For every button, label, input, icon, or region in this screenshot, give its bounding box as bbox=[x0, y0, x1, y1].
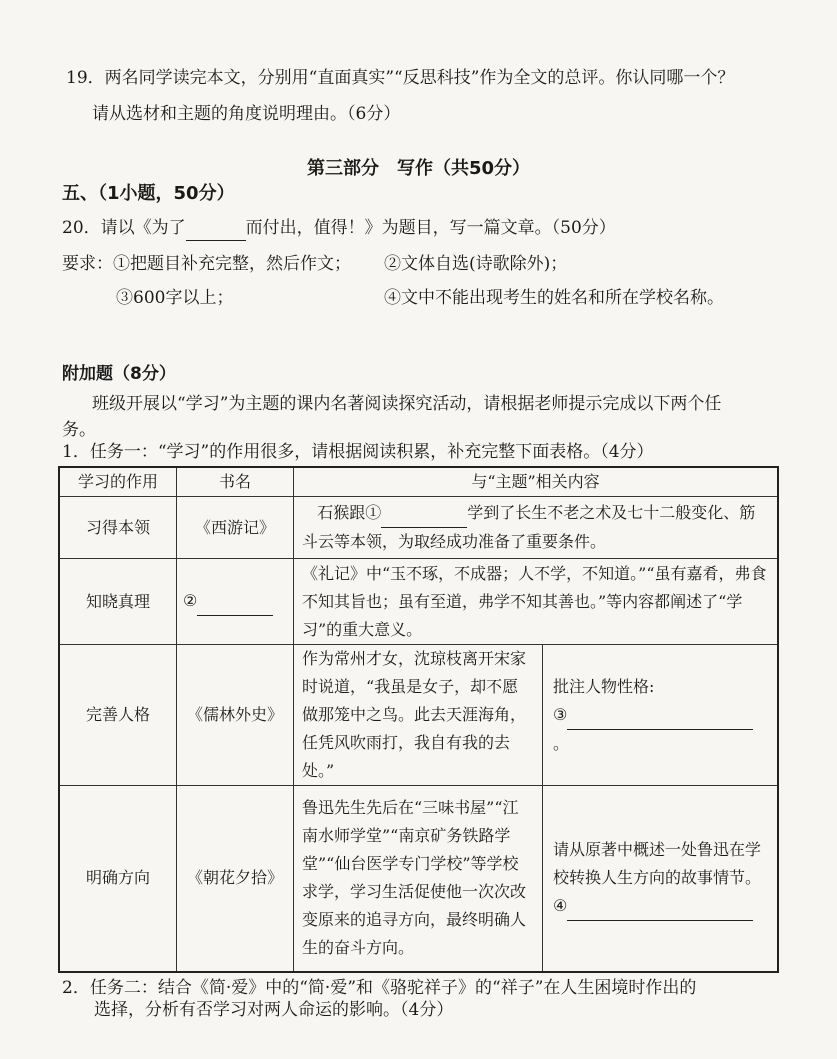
blank-3[interactable] bbox=[567, 701, 753, 730]
row1-role: 习得本领 bbox=[59, 497, 177, 559]
header-book: 书名 bbox=[177, 467, 294, 497]
header-content: 与“主题”相关内容 bbox=[294, 467, 779, 497]
q20-prompt bbox=[62, 216, 616, 241]
row2-role: 知晓真理 bbox=[59, 559, 177, 645]
table-header-row bbox=[59, 467, 778, 497]
row4-note-answer bbox=[553, 892, 767, 921]
row3-note bbox=[543, 645, 779, 786]
table-row bbox=[59, 645, 778, 786]
q20-prefix: 20．请以《为了 bbox=[62, 218, 186, 238]
q20-suffix: 而付出，值得！》为题目，写一篇文章。（50分） bbox=[245, 218, 616, 238]
row1-content-suffix: 学到了长生不老之术及七十二般变化、筋斗云等本领，为取经成功准备了重要条件。 bbox=[302, 503, 756, 551]
study-table bbox=[58, 466, 779, 973]
row3-book: 《儒林外史》 bbox=[177, 645, 294, 786]
section-five-heading: 五、（1小题，50分） bbox=[62, 183, 235, 204]
table-row bbox=[59, 497, 778, 559]
row2-book bbox=[177, 559, 294, 645]
row3-role: 完善人格 bbox=[59, 645, 177, 786]
row4-book: 《朝花夕拾》 bbox=[177, 786, 294, 972]
requirements-label: 要求： bbox=[62, 254, 113, 274]
row3-content: 作为常州才女，沈琼枝离开宋家时说道，“我虽是女子，却不愿做那笼中之鸟。此去天涯海角，任凭风吹雨打，我自有我的去处。” bbox=[294, 645, 543, 786]
blank-1[interactable] bbox=[381, 499, 467, 528]
requirement-2: ②文体自选(诗歌除外)； bbox=[384, 254, 568, 274]
extra-intro-line2: 务。 bbox=[62, 420, 96, 440]
row4-note bbox=[543, 786, 779, 972]
table-row bbox=[59, 559, 778, 645]
row3-note-answer bbox=[553, 701, 767, 758]
row1-content-prefix: 石猴跟① bbox=[317, 503, 382, 522]
row3-note-label: 批注人物性格: bbox=[553, 676, 655, 696]
table-row bbox=[59, 786, 778, 972]
margin-bleed-text bbox=[799, 840, 833, 1050]
q19-line1: 19．两名同学读完本文，分别用“直面真实”“反思科技”作为全文的总评。你认同哪一个？ bbox=[66, 68, 735, 88]
task2-line2: 选择，分析有否学习对两人命运的影响。（4分） bbox=[94, 1000, 454, 1020]
header-role: 学习的作用 bbox=[59, 467, 177, 497]
task1-prompt: 1．任务一：“学习”的作用很多，请根据阅读积累，补充完整下面表格。（4分） bbox=[62, 442, 654, 462]
q19-line2: 请从选材和主题的角度说明理由。（6分） bbox=[92, 104, 401, 124]
blank-2[interactable] bbox=[197, 587, 273, 616]
requirement-1: ①把题目补充完整，然后作文； bbox=[113, 254, 351, 274]
requirement-4: ④文中不能出现考生的姓名和所在学校名称。 bbox=[384, 288, 724, 308]
q20-title-blank[interactable] bbox=[186, 216, 246, 241]
marker-4: ④ bbox=[553, 895, 568, 915]
task2-line1: 2．任务二：结合《简·爱》中的“简·爱”和《骆驼祥子》的“祥子”在人生困境时作出的 bbox=[62, 978, 697, 998]
part3-title: 第三部分 写作（共50分） bbox=[306, 158, 531, 179]
row1-book: 《西游记》 bbox=[177, 497, 294, 559]
row4-role: 明确方向 bbox=[59, 786, 177, 972]
row1-content bbox=[294, 497, 779, 559]
row2-content: 《礼记》中“玉不琢，不成器；人不学，不知道。”“虽有嘉肴，弗食不知其旨也；虽有至道，弗学不知其善也。”等内容都阐述了“学习”的重大意义。 bbox=[294, 559, 779, 645]
row4-note-text: 请从原著中概述一处鲁迅在学校转换人生方向的故事情节。 bbox=[553, 839, 762, 887]
blank-4[interactable] bbox=[567, 892, 753, 921]
requirement-3: ③600字以上； bbox=[116, 288, 234, 308]
extra-title: 附加题（8分） bbox=[62, 364, 176, 384]
requirements-line1 bbox=[62, 252, 351, 276]
extra-intro-line1: 班级开展以“学习”为主题的课内名著阅读探究活动，请根据老师提示完成以下两个任 bbox=[92, 394, 722, 414]
marker-3: ③ bbox=[553, 704, 568, 724]
marker-2: ② bbox=[183, 591, 198, 610]
row3-note-end: 。 bbox=[553, 733, 570, 753]
row4-content: 鲁迅先生先后在“三味书屋”“江南水师学堂”“南京矿务铁路学堂”“仙台医学专门学校”等学校求学，学习生活促使他一次次改变原来的追寻方向，最终明确人生的奋斗方向。 bbox=[294, 786, 543, 972]
